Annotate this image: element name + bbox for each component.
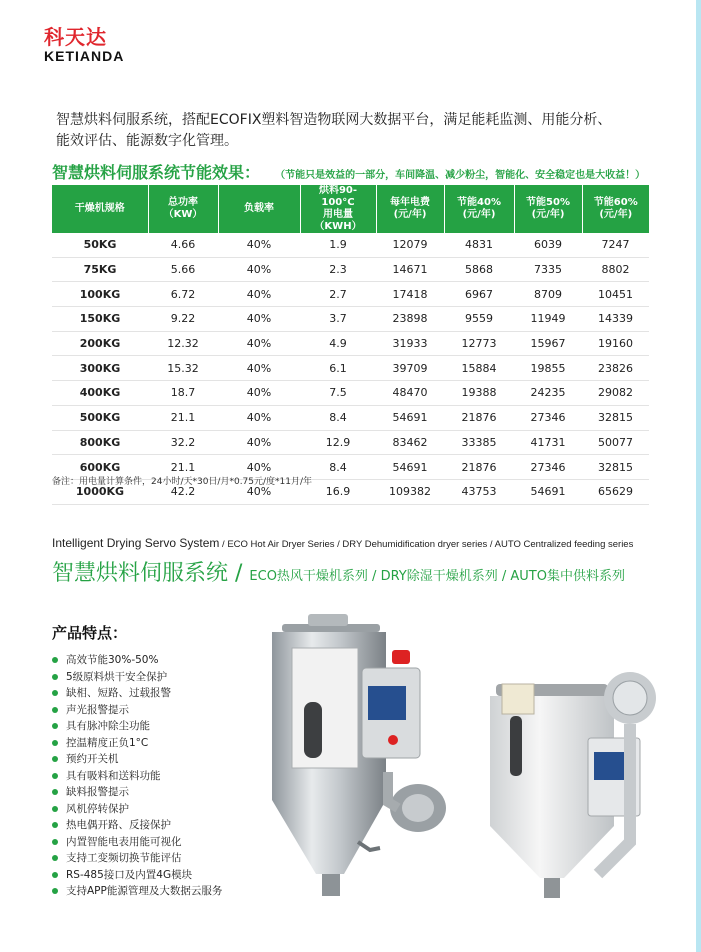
table-row xyxy=(52,233,649,257)
table-cell: 7.5 xyxy=(300,381,376,406)
table-cell: 83462 xyxy=(376,430,444,455)
table-cell: 14671 xyxy=(376,257,444,282)
table-cell: 40% xyxy=(218,381,300,406)
table-cell: 10451 xyxy=(582,282,649,307)
table-cell: 15.32 xyxy=(148,356,218,381)
table-cell: 15967 xyxy=(514,331,582,356)
series-cn-main: 智慧烘料伺服系统 / xyxy=(52,561,250,586)
feature-text: 支持工变频切换节能评估 xyxy=(66,852,182,864)
table-cell: 5868 xyxy=(444,257,514,282)
table-cell: 32.2 xyxy=(148,430,218,455)
bullet-dot-icon xyxy=(52,888,58,894)
table-cell: 21.1 xyxy=(148,405,218,430)
table-header-line: (元/年) xyxy=(531,209,565,220)
table-cell: 12.32 xyxy=(148,331,218,356)
table-cell-model: 300KG xyxy=(52,356,148,381)
feature-text: 风机停转保护 xyxy=(66,802,129,815)
table-cell: 12.9 xyxy=(300,430,376,455)
large-dryer xyxy=(272,614,446,896)
table-cell-model: 800KG xyxy=(52,430,148,455)
feature-text: 高效节能30%-50% xyxy=(66,654,159,666)
table-cell: 32815 xyxy=(582,455,649,480)
effect-heading xyxy=(52,160,652,183)
table-cell: 7247 xyxy=(582,233,649,257)
table-cell-model: 1000KG xyxy=(52,479,148,504)
table-cell: 2.7 xyxy=(300,282,376,307)
table-cell: 23898 xyxy=(376,307,444,332)
table-cell: 8802 xyxy=(582,257,649,282)
table-row xyxy=(52,430,649,455)
table-cell: 8.4 xyxy=(300,455,376,480)
table-header-cell xyxy=(300,185,376,233)
bullet-dot-icon xyxy=(52,723,58,729)
feature-item xyxy=(52,685,222,702)
table-cell: 6967 xyxy=(444,282,514,307)
series-title-en xyxy=(52,536,633,550)
table-cell: 54691 xyxy=(376,455,444,480)
feature-text: 具有脉冲除尘功能 xyxy=(66,720,150,732)
effect-title: 智慧烘料伺服系统节能效果： xyxy=(52,163,261,182)
table-header-line: 节能40% xyxy=(457,197,501,208)
feature-text: 热电偶开路、反接保护 xyxy=(66,819,171,831)
table-header-line: （KW） xyxy=(163,209,203,220)
table-header-line: 节能60% xyxy=(593,197,638,208)
table-cell: 40% xyxy=(218,479,300,504)
table-header-line: 用电量（KWH） xyxy=(314,209,362,232)
table-cell: 32815 xyxy=(582,405,649,430)
table-cell: 31933 xyxy=(376,331,444,356)
table-cell: 3.7 xyxy=(300,307,376,332)
feature-text: 内置智能电表用能可视化 xyxy=(66,835,182,848)
feature-item xyxy=(52,718,222,735)
bullet-dot-icon xyxy=(52,789,58,795)
bullet-dot-icon xyxy=(52,806,58,812)
table-cell: 8.4 xyxy=(300,405,376,430)
table-cell: 33385 xyxy=(444,430,514,455)
table-cell: 21876 xyxy=(444,455,514,480)
table-cell-model: 150KG xyxy=(52,307,148,332)
table-cell: 17418 xyxy=(376,282,444,307)
feature-item xyxy=(52,834,222,851)
table-cell: 4.66 xyxy=(148,233,218,257)
feature-item xyxy=(52,652,222,669)
feature-text: RS-485接口及内置4G模块 xyxy=(66,868,193,881)
table-cell: 19388 xyxy=(444,381,514,406)
bullet-dot-icon xyxy=(52,756,58,762)
feature-item xyxy=(52,784,222,801)
table-cell: 19160 xyxy=(582,331,649,356)
table-cell: 7335 xyxy=(514,257,582,282)
feature-text: 缺料报警提示 xyxy=(66,786,129,798)
table-cell: 5.66 xyxy=(148,257,218,282)
table-cell-model: 200KG xyxy=(52,331,148,356)
table-header-line: (元/年) xyxy=(599,209,633,220)
bullet-dot-icon xyxy=(52,657,58,663)
table-row xyxy=(52,405,649,430)
table-cell: 40% xyxy=(218,307,300,332)
table-header-line: 负载率 xyxy=(244,203,274,214)
table-cell-model: 100KG xyxy=(52,282,148,307)
bullet-dot-icon xyxy=(52,707,58,713)
table-cell: 54691 xyxy=(376,405,444,430)
table-cell: 1.9 xyxy=(300,233,376,257)
feature-item xyxy=(52,768,222,785)
table-cell-model: 600KG xyxy=(52,455,148,480)
feature-text: 声光报警提示 xyxy=(66,703,129,716)
table-header-cell xyxy=(218,185,300,233)
table-cell: 43753 xyxy=(444,479,514,504)
table-cell: 21876 xyxy=(444,405,514,430)
feature-item xyxy=(52,850,222,867)
table-cell: 40% xyxy=(218,356,300,381)
table-header-cell xyxy=(376,185,444,233)
table-cell: 4831 xyxy=(444,233,514,257)
feature-item xyxy=(52,867,222,884)
bullet-dot-icon xyxy=(52,690,58,696)
brand-name-cn: 科天达 xyxy=(44,25,107,49)
table-header-line: 总功率 xyxy=(168,197,198,208)
table-cell: 4.9 xyxy=(300,331,376,356)
table-cell: 21.1 xyxy=(148,455,218,480)
effect-note: （节能只是效益的一部分，车间降温、减少粉尘，智能化、安全稳定也是大收益！） xyxy=(275,170,646,181)
table-header-cell xyxy=(148,185,218,233)
feature-item xyxy=(52,735,222,752)
table-cell: 12773 xyxy=(444,331,514,356)
table-row xyxy=(52,381,649,406)
table-cell: 6.1 xyxy=(300,356,376,381)
table-cell-model: 50KG xyxy=(52,233,148,257)
table-header-cell xyxy=(444,185,514,233)
table-cell: 12079 xyxy=(376,233,444,257)
table-cell: 54691 xyxy=(514,479,582,504)
table-footnote: 备注：用电量计算条件，24小时/天*30日/月*0.75元/度*11月/年 xyxy=(52,477,313,487)
table-cell: 109382 xyxy=(376,479,444,504)
bullet-dot-icon xyxy=(52,822,58,828)
series-cn-sub: ECO热风干燥机系列 / DRY除湿干燥机系列 / AUTO集中供料系列 xyxy=(249,569,625,584)
series-en-sub: / ECO Hot Air Dryer Series / DRY Dehumidification dryer series / AUTO Centralized feeding series xyxy=(219,539,634,550)
table-row xyxy=(52,307,649,332)
table-cell: 24235 xyxy=(514,381,582,406)
table-cell: 16.9 xyxy=(300,479,376,504)
table-row xyxy=(52,331,649,356)
feature-text: 支持APP能源管理及大数据云服务 xyxy=(66,885,223,897)
table-cell: 27346 xyxy=(514,405,582,430)
bullet-dot-icon xyxy=(52,872,58,878)
table-cell: 8709 xyxy=(514,282,582,307)
table-cell-model: 400KG xyxy=(52,381,148,406)
table-cell: 29082 xyxy=(582,381,649,406)
table-header-line: 每年电费 xyxy=(390,197,430,208)
dryer-machines-image xyxy=(258,612,658,912)
feature-text: 缺相、短路、过载报警 xyxy=(66,687,171,699)
table-cell: 23826 xyxy=(582,356,649,381)
feature-item xyxy=(52,883,222,900)
table-cell: 40% xyxy=(218,430,300,455)
table-row xyxy=(52,356,649,381)
features-list xyxy=(52,652,222,900)
table-cell: 6.72 xyxy=(148,282,218,307)
table-cell: 14339 xyxy=(582,307,649,332)
table-cell: 40% xyxy=(218,233,300,257)
table-header-line: 烘料90-100°C xyxy=(318,185,358,208)
feature-text: 5级原料烘干安全保护 xyxy=(66,670,168,683)
table-row xyxy=(52,257,649,282)
table-header-line: (元/年) xyxy=(393,209,427,220)
table-cell: 40% xyxy=(218,405,300,430)
table-header-line: 干燥机规格 xyxy=(74,203,125,214)
table-cell: 2.3 xyxy=(300,257,376,282)
table-cell: 48470 xyxy=(376,381,444,406)
table-cell: 6039 xyxy=(514,233,582,257)
feature-item xyxy=(52,751,222,768)
table-header-cell xyxy=(514,185,582,233)
feature-item xyxy=(52,702,222,719)
table-header-cell xyxy=(582,185,649,233)
table-body xyxy=(52,233,649,504)
table-cell: 39709 xyxy=(376,356,444,381)
table-header-line: (元/年) xyxy=(462,209,496,220)
bullet-dot-icon xyxy=(52,855,58,861)
table-cell: 19855 xyxy=(514,356,582,381)
table-header-cell xyxy=(52,185,148,233)
table-cell: 40% xyxy=(218,455,300,480)
feature-item xyxy=(52,801,222,818)
small-dryer xyxy=(490,672,656,898)
intro-paragraph: 智慧烘料伺服系统，搭配ECOFIX塑料智造物联网大数据平台，满足能耗监测、用能分析、能效评估、能源数字化管理。 xyxy=(56,112,612,149)
feature-item xyxy=(52,669,222,686)
table-row xyxy=(52,282,649,307)
page-edge-strip xyxy=(696,0,701,952)
features-title: 产品特点： xyxy=(52,624,128,642)
table-cell: 50077 xyxy=(582,430,649,455)
series-en-main: Intelligent Drying Servo System xyxy=(52,536,220,550)
brand-logo xyxy=(44,26,124,64)
table-cell: 40% xyxy=(218,257,300,282)
feature-item xyxy=(52,817,222,834)
feature-text: 预约开关机 xyxy=(66,753,119,765)
energy-saving-table xyxy=(52,185,649,505)
table-cell: 40% xyxy=(218,331,300,356)
table-cell: 15884 xyxy=(444,356,514,381)
table-cell-model: 75KG xyxy=(52,257,148,282)
table-cell: 9559 xyxy=(444,307,514,332)
feature-text: 具有吸料和送料功能 xyxy=(66,769,161,782)
table-cell: 11949 xyxy=(514,307,582,332)
table-cell: 41731 xyxy=(514,430,582,455)
brand-name-en: KETIANDA xyxy=(44,48,125,64)
table-cell: 18.7 xyxy=(148,381,218,406)
table-header-row xyxy=(52,185,649,233)
bullet-dot-icon xyxy=(52,773,58,779)
table-cell: 40% xyxy=(218,282,300,307)
table-cell: 65629 xyxy=(582,479,649,504)
bullet-dot-icon xyxy=(52,839,58,845)
series-title-cn xyxy=(52,556,625,587)
table-cell: 9.22 xyxy=(148,307,218,332)
bullet-dot-icon xyxy=(52,674,58,680)
bullet-dot-icon xyxy=(52,740,58,746)
table-cell: 27346 xyxy=(514,455,582,480)
feature-text: 控温精度正负1°C xyxy=(66,736,149,749)
table-cell: 42.2 xyxy=(148,479,218,504)
table-header-line: 节能50% xyxy=(526,197,570,208)
table-cell-model: 500KG xyxy=(52,405,148,430)
